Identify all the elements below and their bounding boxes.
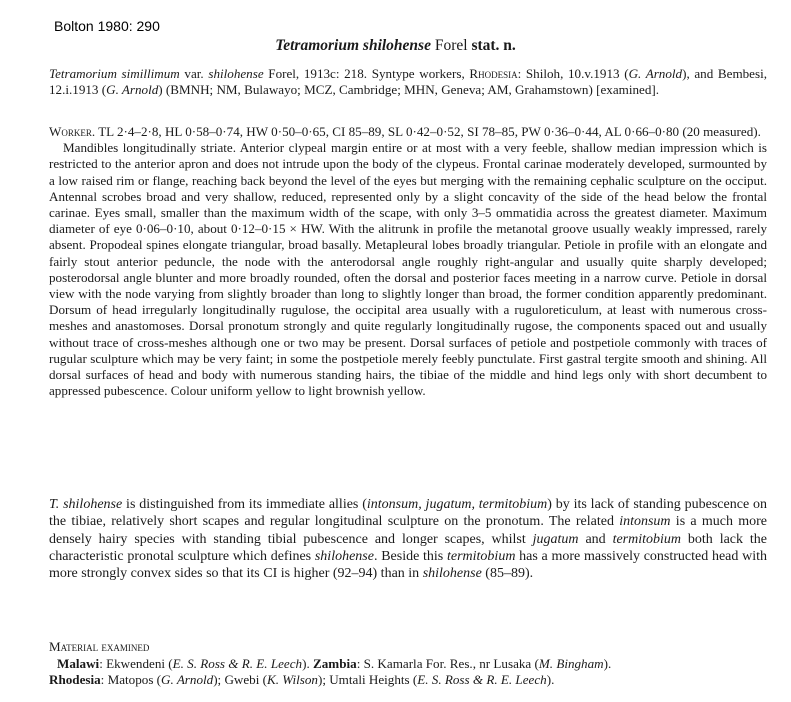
- synonym-country: Rhodesia: [469, 66, 518, 81]
- diag-text-1: is distinguished from its immediate allies (: [122, 497, 367, 512]
- diag-species: T. shilohense: [49, 497, 123, 512]
- page-title: [0, 37, 791, 55]
- locality-matopos: : Matopos (: [100, 672, 162, 687]
- diag-ref-jugatum: jugatum: [532, 531, 579, 547]
- synonym-varname: shilohense: [208, 66, 264, 81]
- diag-ref-termitobium: termitobium: [612, 531, 682, 547]
- locality-gwebi: ); Gwebi (: [213, 672, 268, 687]
- material-heading: Material examined: [49, 639, 150, 654]
- country-rhodesia: Rhodesia: [49, 672, 101, 687]
- collector-matopos: G. Arnold: [161, 672, 214, 687]
- country-zambia: Zambia: [313, 655, 357, 671]
- diag-text-7: has a more massively constructed head with more strongly convex sides so that its CI is higher (92–94) than in: [49, 548, 767, 582]
- collector-zambia: M. Bingham: [538, 655, 604, 671]
- diag-allies: intonsum, jugatum, termitobium: [366, 497, 548, 512]
- synonym-locality: : Shiloh, 10.v.1913: [517, 66, 620, 81]
- worker-measurements: TL 2·4–2·8, HL 0·58–0·74, HW 0·50–0·65, CI 85–89, SL 0·42–0·52, SI 78–85, PW 0·36–0·44, AL 0·66–0·80 (20 measured).: [98, 124, 761, 139]
- collector-malawi: E. S. Ross & R. E. Leech: [172, 655, 303, 671]
- synonym-collector-2: G. Arnold: [106, 82, 159, 98]
- collector-umtali: E. S. Ross & R. E. Leech: [417, 672, 547, 687]
- material-end: ).: [546, 672, 555, 687]
- worker-measurements-paragraph: [49, 124, 767, 140]
- synonym-locality-2: ), and Bembesi, 12.i.1913 (: [49, 66, 768, 98]
- diag-text-8: (85–89).: [481, 566, 534, 582]
- diag-text-6: . Beside this: [373, 548, 447, 564]
- material-row-2: [49, 672, 767, 689]
- country-malawi: Malawi: [57, 655, 100, 671]
- collector-gwebi: K. Wilson: [267, 672, 318, 687]
- synonymy-paragraph: Tetramorium simillimum var. shilohense Forel, 1913c: 218. Syntype workers, Rhodesia: Shiloh, 10.v.1913 (G. Arnold), and Bembesi, 12.i.1913 (G. Arnold) (BMNH; NM, Bulawayo; MCZ, Cambridge; MHN, Geneva; AM, Grahamstown) [examined].: [49, 66, 768, 98]
- worker-label: Worker.: [49, 124, 96, 139]
- worker-description: [49, 124, 767, 399]
- diag-text-3: is a much more densely hairy species with standing tibial pubescence and longer scapes, whilst: [49, 514, 768, 547]
- worker-morphology: Mandibles longitudinally striate. Anterior clypeal margin entire or at most with a very feeble, shallow median impression which is restricted to the anterior apron and does not intrude upon the body of the clypeus. Frontal carinae moderately developed, surmounted by a low raised rim or flange, reaching back beyond the level of the eyes but merging with the remaining cephalic sculpture on the occiput. Antennal scrobes broad and very shallow, reduced, represented only by a slight concavity of the side of the head below the frontal carinae. Eyes small, smaller than the maximum width of the scape, with only 3–5 ommatidia across the greatest diameter. Maximum diameter of eye 0·06–0·10, about 0·12–0·15 × HW. With the alitrunk in profile the metanotal groove usually weakly impressed, rarely absent. Propodeal spines elongate triangular, broad basally. Metapleural lobes broadly triangular. Petiole in profile with an elongate and fairly stout anterior peduncle, the node with the anterodorsal angle roughly right-angular and usually quite sharply developed; posterodorsal angle blunter and more broadly rounded, often the dorsal and posterior faces meeting in a narrow curve. Petiole in dorsal view with the node varying from slightly broader than long to slightly longer than broad, the former condition apparently predominant. Dorsum of head irregularly longitudinally rugulose, the occipital area usually with a ruguloreticulum, at least with numerous cross-meshes and anastomoses. Dorsal pronotum strongly and quite regularly longitudinally rugose, the components spaced out and usually without trace of cross-meshes although one or two may be present. Dorsal surfaces of petiole and postpetiole commonly with traces of rugular sculpture which may be very faint; in some the postpetiole merely feebly punctulate. First gastral tergite smooth and shining. All dorsal surfaces of head and body with numerous standing hairs, the tibiae of the middle and hind legs only with short decumbent to appressed pubescence. Colour uniform yellow to light brownish yellow.: [49, 140, 767, 399]
- species-author: Forel: [434, 37, 468, 54]
- taxon-status: stat. n.: [471, 37, 516, 54]
- material-row-1: Malawi: Ekwendeni (E. S. Ross & R. E. Leech). Zambia: S. Kamarla For. Res., nr Lusaka (M. Bingham).: [57, 655, 612, 671]
- species-name: Tetramorium shilohense: [275, 37, 431, 54]
- diag-ref-termitobium-2: termitobium: [446, 548, 516, 564]
- diag-ref-intonsum: intonsum: [619, 514, 671, 530]
- diag-text-5: both lack the characteristic pronotal sculpture which defines: [49, 531, 768, 564]
- synonym-reference: Forel, 1913c: 218. Syntype workers,: [268, 66, 465, 81]
- synonym-rank: var.: [184, 66, 204, 81]
- citation: Bolton 1980: 290: [54, 18, 160, 34]
- locality-zambia: : S. Kamarla For. Res., nr Lusaka (: [356, 655, 539, 671]
- synonym-collector-1: G. Arnold: [628, 66, 683, 81]
- locality-malawi: : Ekwendeni (: [99, 655, 173, 671]
- diag-ref-shilohense-2: shilohense: [422, 566, 482, 582]
- synonym-depositories: ) (BMNH; NM, Bulawayo; MCZ, Cambridge; MHN, Geneva; AM, Grahamstown) [examined].: [158, 82, 660, 98]
- synonym-name: Tetramorium simillimum: [49, 66, 180, 81]
- locality-umtali: ); Umtali Heights (: [317, 672, 418, 687]
- diag-text-2: ) by its lack of standing pubescence on the tibiae, relatively short scapes and regular longitudinal sculpture on the pronotum. The related: [49, 497, 768, 530]
- material-examined: [49, 639, 767, 689]
- diagnosis-paragraph: [49, 496, 767, 582]
- diag-ref-shilohense: shilohense: [314, 548, 374, 564]
- diag-text-4: and: [578, 531, 613, 547]
